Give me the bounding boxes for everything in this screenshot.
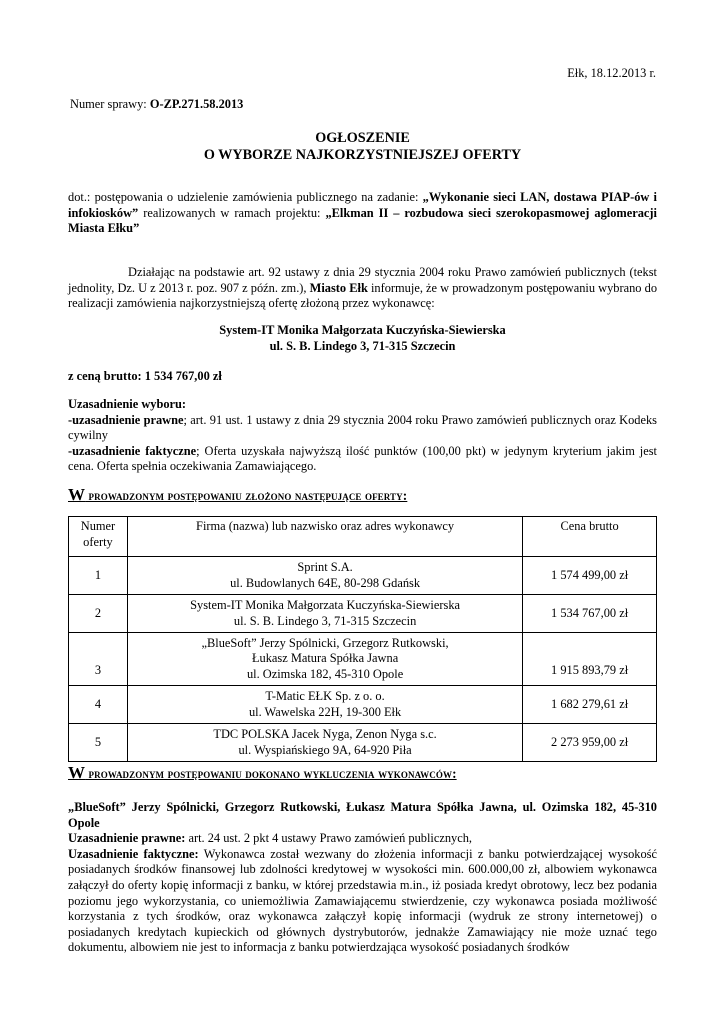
place-date: Ełk, 18.12.2013 r. — [567, 66, 656, 80]
subject-task: „Wykonanie sieci LAN, dostawa PIAP-ów i infokiosków” — [68, 190, 657, 220]
excluded-contractor: „BlueSoft” Jerzy Spólnicki, Grzegorz Rutkowski, Łukasz Matura Spółka Jawna, ul. Ozimska 182, 45-310 Opole — [68, 800, 657, 830]
contractor-line: Łukasz Matura Spółka Jawna — [251, 651, 399, 666]
intro-text2: informuje, że w prowadzonym postępowaniu wybrano do realizacji zamówienia najkorzystniejszą ofertę złożoną przez wykonawcę: — [68, 280, 658, 311]
justification — [68, 397, 657, 475]
header-contractor: Firma (nazwa) lub nazwisko oraz adres wykonawcy — [127, 517, 522, 557]
contractor-line: System-IT Monika Małgorzata Kuczyńska-Siewierska — [190, 597, 461, 612]
subject-prefix: dot.: postępowania o udzielenie zamówienia publicznego na zadanie: — [68, 190, 423, 204]
offer-price: 2 273 959,00 zł — [523, 724, 657, 762]
page-title — [68, 130, 657, 164]
contractor-line: ul. Wyspiańskiego 9A, 64-920 Piła — [238, 742, 412, 757]
intro-paragraph — [68, 265, 657, 312]
contractor-line: ul. Ozimska 182, 45-310 Opole — [246, 666, 404, 681]
justification-heading: Uzasadnienie wyboru: — [68, 397, 187, 411]
justification-legal-label: -uzasadnienie prawne — [68, 412, 184, 427]
justification-factual-label: -uzasadnienie faktyczne — [68, 443, 197, 458]
table-row — [69, 633, 657, 686]
exclusion-legal-label: Uzasadnienie prawne: — [68, 831, 186, 846]
winner-address: ul. S. B. Lindego 3, 71-315 Szczecin — [269, 338, 456, 353]
offer-price: 1 915 893,79 zł — [523, 633, 657, 686]
contractor-line: ul. S. B. Lindego 3, 71-315 Szczecin — [233, 613, 417, 628]
contractor-line: TDC POLSKA Jacek Nyga, Zenon Nyga s.c. — [213, 726, 437, 741]
table-row — [69, 724, 657, 762]
offer-number: 4 — [69, 686, 128, 724]
offer-contractor — [127, 595, 522, 633]
case-number-value: O-ZP.271.58.2013 — [149, 97, 244, 111]
subject-middle: realizowanych w ramach projektu: — [138, 205, 326, 220]
offer-number: 2 — [69, 595, 128, 633]
table-row — [69, 557, 657, 595]
justification-legal-text: ; art. 91 ust. 1 ustawy z dnia 29 stycznia 2004 roku Prawo zamówień publicznych oraz Kodeks cywilny — [68, 412, 657, 443]
exclusion-heading-text: prowadzonym postępowaniu dokonano wykluczenia wykonawców: — [85, 766, 457, 781]
offer-contractor — [127, 557, 522, 595]
subject-project: „Elkman II – rozbudowa sieci szerokopasmowej aglomeracji Miasta Ełku” — [68, 205, 657, 236]
case-number-label: Numer sprawy: — [70, 97, 147, 111]
header-gross-price: Cena brutto — [523, 517, 657, 557]
table-row — [69, 686, 657, 724]
offers-header-row — [69, 517, 657, 557]
offer-number: 1 — [69, 557, 128, 595]
exclusion-factual — [68, 847, 657, 956]
justification-legal — [68, 413, 657, 444]
justification-factual-text: ; Oferta uzyskała najwyższą ilość punktów (100,00 pkt) w jedynym kryterium jakim jest cena. Oferta spełnia oczekiwania Zamawiającego. — [68, 443, 657, 474]
offer-number: 5 — [69, 724, 128, 762]
exclusion-details — [68, 800, 657, 956]
page-title-line2: O WYBORZE NAJKORZYSTNIEJSZEJ OFERTY — [203, 147, 522, 163]
contractor-line: ul. Wawelska 22H, 19-300 Ełk — [248, 704, 402, 719]
header-offer-number: Numer oferty — [69, 517, 128, 557]
table-row — [69, 595, 657, 633]
exclusion-legal — [68, 831, 657, 847]
offer-contractor — [127, 686, 522, 724]
offers-heading — [68, 487, 407, 504]
offer-contractor — [127, 633, 522, 686]
winner-name: System-IT Monika Małgorzata Kuczyńska-Siewierska — [219, 323, 506, 337]
offers-heading-initial: W — [68, 485, 86, 504]
case-number — [70, 97, 243, 113]
offers-heading-text: prowadzonym postępowaniu złożono następujące oferty: — [85, 488, 408, 503]
offer-price: 1 682 279,61 zł — [523, 686, 657, 724]
exclusion-heading-initial: W — [68, 763, 86, 782]
contractor-line: „BlueSoft” Jerzy Spólnicki, Grzegorz Rutkowski, — [201, 635, 449, 650]
offers-table — [68, 516, 657, 762]
exclusion-factual-label: Uzasadnienie faktyczne: — [68, 846, 199, 861]
winner-block — [68, 323, 657, 354]
contractor-line: ul. Budowlanych 64E, 80-298 Gdańsk — [230, 575, 421, 590]
exclusion-factual-text: Wykonawca został wezwany do złożenia informacji z banku potwierdzającej wysokość posiadanych środków finansowej lub zdolności kredytowej w wysokości min. 600.000,00 zł, albowiem wykonawca załączył do oferty kopię informacji z banku, w której przedstawia m.in., iż posiada kredyt obrotowy, lecz bez podania poziomu jego wykorzystania, co uniemożliwia Zamawiającemu stwierdzenie, czy wykonawca posiada możliwość korzystania z tych środków, oraz wykonawca załączył kopię informacji (wydruk ze strony internetowej) o posiadanych kredytach kupieckich od głównych dystrybutorów, jednakże Zamawiający nie może uznać tego dokumentu, albowiem nie jest to informacja z banku potwierdzająca wysokość posiadanych środków — [68, 846, 657, 955]
exclusion-heading — [68, 765, 457, 782]
exclusion-legal-text: art. 24 ust. 2 pkt 4 ustawy Prawo zamówień publicznych, — [185, 831, 473, 846]
page-title-line1: OGŁOSZENIE — [315, 130, 410, 146]
justification-factual — [68, 444, 657, 475]
offer-price: 1 574 499,00 zł — [523, 557, 657, 595]
contractor-line: T-Matic EŁK Sp. z o. o. — [265, 688, 385, 703]
intro-text1: Działając na podstawie art. 92 ustawy z dnia 29 stycznia 2004 roku Prawo zamówień publicznych (tekst jednolity, Dz. U z 2013 r. poz. 907 z późn. zm.), — [68, 265, 657, 295]
contractor-line: Sprint S.A. — [297, 559, 353, 574]
offer-price: 1 534 767,00 zł — [523, 595, 657, 633]
offer-contractor — [127, 724, 522, 762]
subject-paragraph — [68, 190, 657, 237]
winner-price: z ceną brutto: 1 534 767,00 zł — [68, 369, 222, 383]
offer-number: 3 — [69, 633, 128, 686]
intro-city: Miasto Ełk — [309, 280, 368, 295]
